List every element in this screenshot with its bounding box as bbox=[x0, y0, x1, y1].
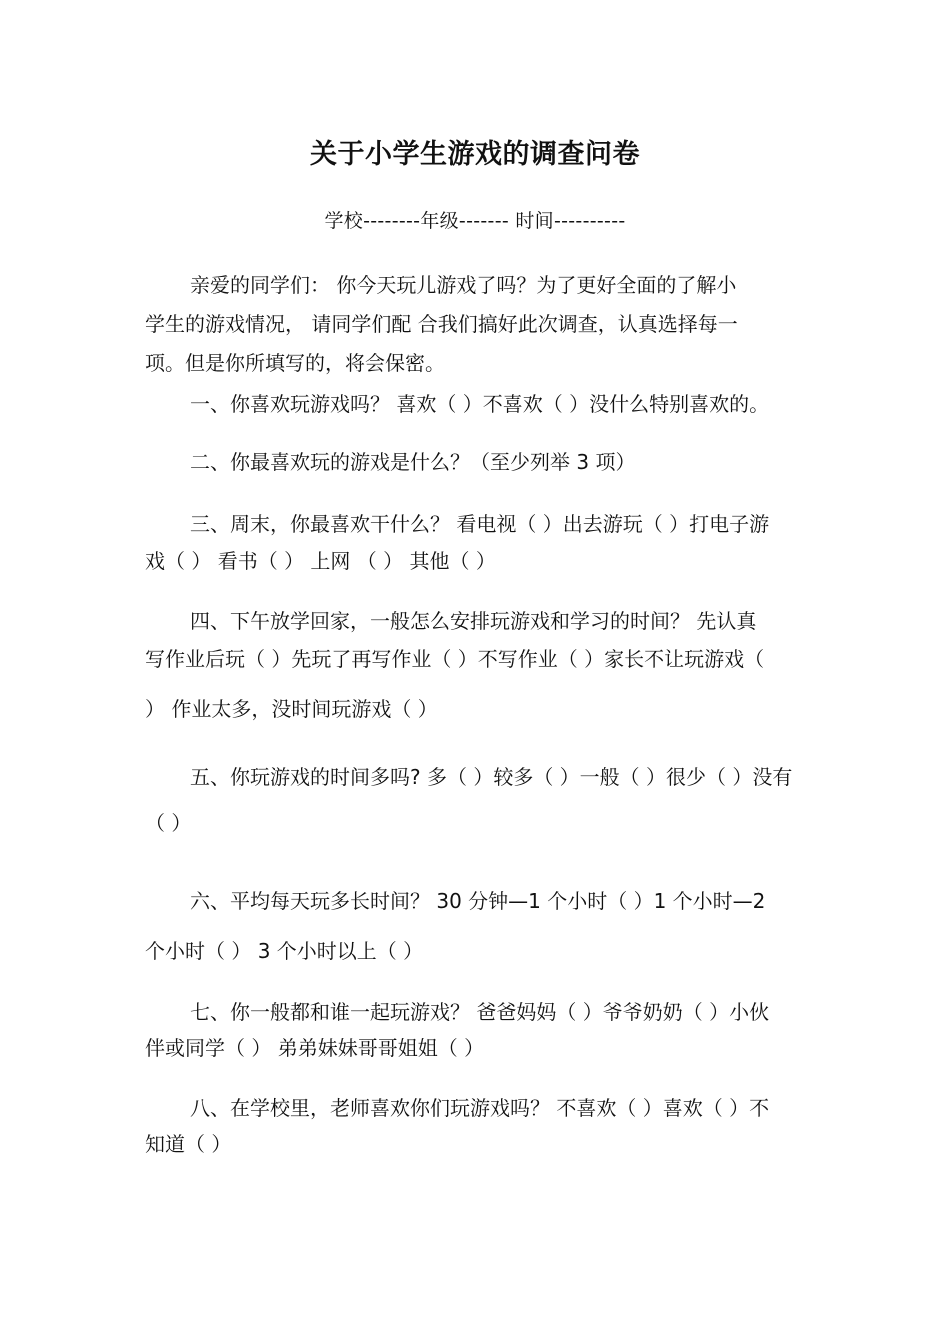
question-7 bbox=[145, 994, 810, 1066]
page-title: 关于小学生游戏的调查问卷 bbox=[310, 139, 640, 170]
question-4 bbox=[145, 602, 810, 728]
question-line: 写作业后玩（ ）先玩了再写作业（ ）不写作业（ ）家长不让玩游戏（ bbox=[145, 647, 765, 671]
question-line: 一、你喜欢玩游戏吗？ 喜欢（ ）不喜欢（ ）没什么特别喜欢的。 bbox=[190, 392, 770, 416]
question-line: 四、下午放学回家，一般怎么安排玩游戏和学习的时间？ 先认真 bbox=[190, 609, 757, 633]
question-line: 二、你最喜欢玩的游戏是什么？（至少列举 3 项） bbox=[190, 450, 636, 474]
form-header-fields: 学校--------年级------- 时间---------- bbox=[324, 210, 626, 232]
intro-line: 亲爱的同学们： 你今天玩儿游戏了吗？为了更好全面的了解小 bbox=[190, 273, 737, 297]
question-line: 伴或同学（ ） 弟弟妹妹哥哥姐姐（ ） bbox=[145, 1036, 485, 1060]
question-line: 七、你一般都和谁一起玩游戏？ 爸爸妈妈（ ）爷爷奶奶（ ）小伙 bbox=[190, 1000, 770, 1024]
question-line: 六、平均每天玩多长时间？ 30 分钟—1 个小时（ ）1 个小时—2 bbox=[190, 889, 766, 913]
question-8 bbox=[145, 1090, 810, 1162]
intro-line: 项。但是你所填写的，将会保密。 bbox=[145, 351, 445, 375]
question-line: ） 作业太多，没时间玩游戏（ ） bbox=[145, 697, 438, 721]
question-3 bbox=[145, 506, 810, 580]
question-6 bbox=[145, 884, 810, 968]
question-line: （ ） bbox=[145, 811, 192, 835]
question-line: 个小时（ ） 3 个小时以上（ ） bbox=[145, 939, 424, 963]
question-line: 三、周末，你最喜欢干什么？ 看电视（ ）出去游玩（ ）打电子游 bbox=[190, 512, 770, 536]
question-5 bbox=[145, 760, 810, 840]
intro-paragraph bbox=[145, 266, 810, 383]
question-2 bbox=[145, 446, 810, 478]
question-1 bbox=[145, 388, 810, 420]
question-line: 戏（ ） 看书（ ） 上网 （ ） 其他（ ） bbox=[145, 549, 496, 573]
intro-line: 学生的游戏情况， 请同学们配 合我们搞好此次调查，认真选择每一 bbox=[145, 312, 738, 336]
question-line: 八、在学校里，老师喜欢你们玩游戏吗？ 不喜欢（ ）喜欢（ ）不 bbox=[190, 1096, 770, 1120]
question-line: 五、你玩游戏的时间多吗? 多（ ）较多（ ）一般（ ）很少（ ）没有 bbox=[190, 765, 793, 789]
question-line: 知道（ ） bbox=[145, 1132, 232, 1156]
